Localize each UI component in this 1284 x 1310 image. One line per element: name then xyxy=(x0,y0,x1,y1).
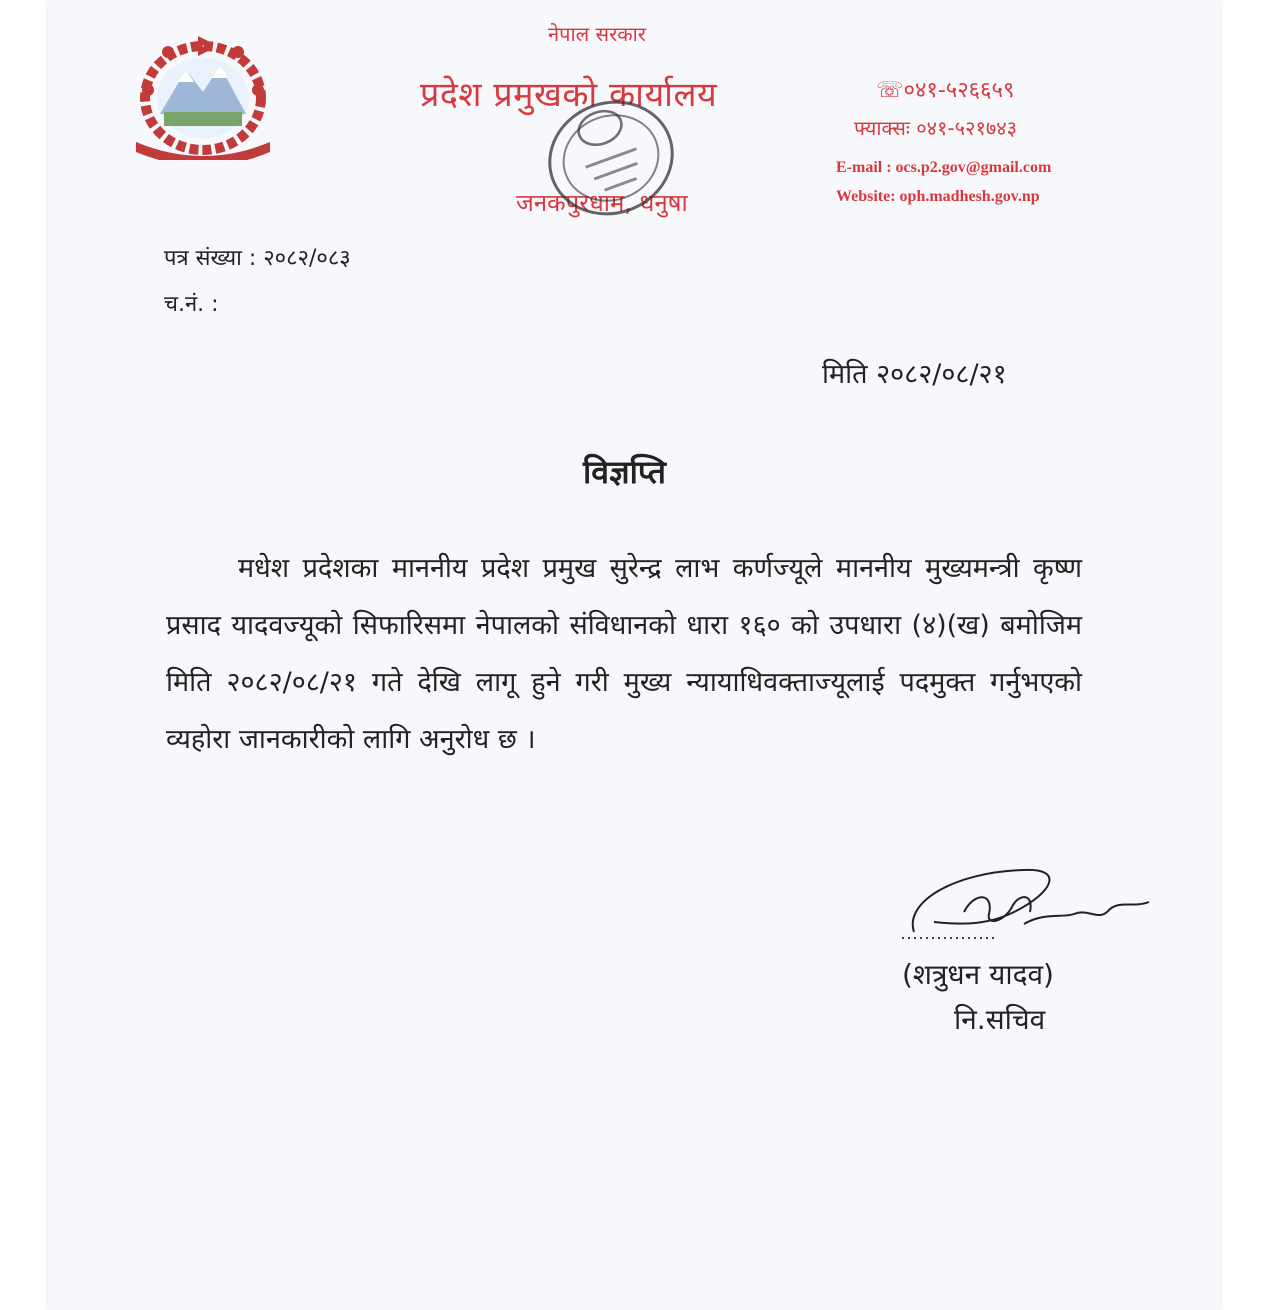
notice-body: मधेश प्रदेशका माननीय प्रदेश प्रमुख सुरेन्द्र लाभ कर्णज्यूले माननीय मुख्यमन्त्री कृष्ण प्रसाद यादवज्यूको सिफारिसमा नेपालको संविधानको धारा १६० को उपधारा (४)(ख) बमोजिम मिति २०८२/०८/२१ गते देखि लागू हुने गरी मुख्य न्यायाधिवक्ताज्यूलाई पदमुक्त गर्नुभएको व्यहोरा जानकारीको लागि अनुरोध छ । xyxy=(166,553,1082,755)
dispatch-number: च.नं. : xyxy=(164,292,219,317)
signatory-name: (शत्रुधन यादव) xyxy=(902,958,1054,991)
notice-title: विज्ञप्ति xyxy=(583,453,666,491)
office-seal-icon xyxy=(536,88,686,228)
signatory-title: नि.सचिव xyxy=(954,1003,1046,1036)
phone-number: ☏०४१-५२६६५९ xyxy=(876,78,1015,103)
letter-date: मिति २०८२/०८/२१ xyxy=(822,359,1007,390)
fax-number: फ्याक्सः ०४१-५२१७४३ xyxy=(854,116,1018,140)
email-address: E-mail : ocs.p2.gov@gmail.com xyxy=(836,159,1052,176)
nepal-emblem-icon xyxy=(128,30,278,160)
office-name: प्रदेश प्रमुखको कार्यालय xyxy=(420,75,718,115)
website-address: Website: oph.madhesh.gov.np xyxy=(836,188,1040,205)
signature-icon xyxy=(894,852,1164,962)
government-name: नेपाल सरकार xyxy=(548,22,646,46)
letter-number: पत्र संख्या : २०८२/०८३ xyxy=(164,246,351,271)
document-page xyxy=(48,0,1220,1310)
office-address: जनकपुरधाम, धनुषा xyxy=(516,189,688,217)
